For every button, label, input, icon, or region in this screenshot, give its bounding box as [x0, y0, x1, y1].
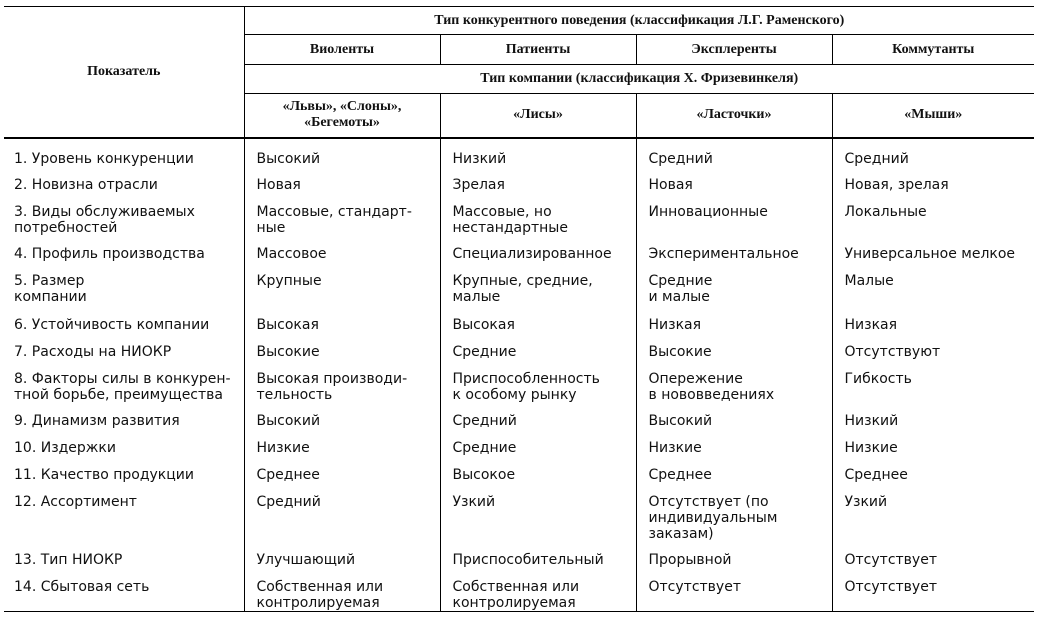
- table-row: [4, 169, 1034, 196]
- value-cell: Средний: [440, 405, 636, 432]
- type-patients: Патиенты: [440, 35, 636, 65]
- value-cell: Приспособленность к особому рынку: [440, 363, 636, 405]
- indicator-header: Показатель: [4, 7, 244, 138]
- table-row: [4, 459, 1034, 486]
- indicator-cell: 9. Динамизм развития: [4, 405, 244, 432]
- table-row: [4, 486, 1034, 544]
- value-cell: Малые: [844, 272, 894, 289]
- value-cell: Собственная или контролируемая: [440, 571, 636, 612]
- indicator-cell: 11. Качество продукции: [4, 459, 244, 486]
- table-row: [4, 309, 1034, 336]
- indicator-cell: 10. Издержки: [4, 432, 244, 459]
- value-cell: Новая, зрелая: [844, 176, 949, 193]
- value-cell: Универсальное мелкое: [844, 245, 1016, 262]
- value-cell: Прорывной: [636, 544, 832, 571]
- value-cell: Отсутствует: [636, 571, 832, 612]
- table-body: [4, 138, 1034, 612]
- value-cell: Собственная или контролируемая: [244, 571, 440, 612]
- value-cell: Средний: [636, 138, 832, 169]
- indicator-cell: 12. Ассортимент: [4, 486, 244, 544]
- value-cell: Низкая: [636, 309, 832, 336]
- value-cell: Новая: [636, 169, 832, 196]
- value-cell: Средние: [440, 336, 636, 363]
- value-cell: Высокий: [244, 405, 440, 432]
- type-swallows: «Ласточки»: [636, 94, 832, 138]
- indicator-cell: 3. Виды обслуживаемых потребностей: [4, 196, 244, 238]
- table-row: [4, 138, 1034, 169]
- value-cell: Узкий: [844, 493, 888, 510]
- type-lions: «Львы», «Слоны», «Бегемоты»: [244, 94, 440, 138]
- value-cell: Отсутствуют: [844, 343, 941, 360]
- type-explerents: Эксплеренты: [636, 35, 832, 65]
- value-cell: Новая: [244, 169, 440, 196]
- value-cell: Опережение в нововведениях: [636, 363, 832, 405]
- value-cell: Высокие: [636, 336, 832, 363]
- competition-types-table: [4, 6, 1034, 612]
- value-cell: Узкий: [440, 486, 636, 544]
- indicator-cell: 8. Факторы силы в конкурен- тной борьбе, преимущества: [4, 363, 244, 405]
- type-mice: «Мыши»: [832, 94, 1034, 138]
- indicator-cell: 7. Расходы на НИОКР: [4, 336, 244, 363]
- type-commutants: Коммутанты: [832, 35, 1034, 65]
- indicator-cell: 6. Устойчивость компании: [4, 309, 244, 336]
- frizevinkel-title: Тип компании (классификация Х. Фризевинкеля): [244, 65, 1034, 94]
- value-cell: Массовые, но нестандартные: [440, 196, 636, 238]
- value-cell: Зрелая: [440, 169, 636, 196]
- value-cell: Средние и малые: [636, 265, 832, 309]
- value-cell: Улучшающий: [244, 544, 440, 571]
- value-cell: Низкие: [244, 432, 440, 459]
- value-cell: Инновационные: [636, 196, 832, 238]
- value-cell: Высокое: [440, 459, 636, 486]
- indicator-cell: 14. Сбытовая сеть: [4, 571, 244, 612]
- value-cell: Низкие: [636, 432, 832, 459]
- value-cell: Отсутствует (по индивидуальным заказам): [636, 486, 832, 544]
- value-cell: Низкий: [440, 138, 636, 169]
- indicator-cell: 2. Новизна отрасли: [4, 169, 244, 196]
- value-cell: Высокая производи- тельность: [244, 363, 440, 405]
- value-cell: Специализированное: [440, 238, 636, 265]
- value-cell: Среднее: [636, 459, 832, 486]
- value-cell: Высокие: [244, 336, 440, 363]
- value-cell: Массовые, стандарт- ные: [244, 196, 440, 238]
- value-cell: Крупные: [244, 265, 440, 309]
- table-row: [4, 336, 1034, 363]
- value-cell: Низкие: [844, 439, 898, 456]
- table-row: [4, 432, 1034, 459]
- value-cell: Отсутствует: [844, 551, 937, 568]
- value-cell: Локальные: [844, 203, 927, 220]
- value-cell: Средний: [844, 150, 909, 167]
- value-cell: Экспериментальное: [636, 238, 832, 265]
- ramensky-title: Тип конкурентного поведения (классификация Л.Г. Раменского): [244, 7, 1034, 35]
- table-row: [4, 405, 1034, 432]
- value-cell: Низкий: [844, 412, 899, 429]
- value-cell: Крупные, средние, малые: [440, 265, 636, 309]
- type-foxes: «Лисы»: [440, 94, 636, 138]
- value-cell: Высокая: [244, 309, 440, 336]
- type-violents: Виоленты: [244, 35, 440, 65]
- table-row: [4, 238, 1034, 265]
- table-row: [4, 544, 1034, 571]
- value-cell: Средний: [244, 486, 440, 544]
- table-row: [4, 265, 1034, 309]
- indicator-cell: 13. Тип НИОКР: [4, 544, 244, 571]
- value-cell: Приспособительный: [440, 544, 636, 571]
- table-row: [4, 363, 1034, 405]
- value-cell: Высокий: [636, 405, 832, 432]
- value-cell: Отсутствует: [832, 571, 1034, 612]
- table-row: [4, 196, 1034, 238]
- value-cell: Высокая: [440, 309, 636, 336]
- indicator-cell: 1. Уровень конкуренции: [4, 138, 244, 169]
- table-row: [4, 571, 1034, 612]
- value-cell: Массовое: [244, 238, 440, 265]
- value-cell: Среднее: [244, 459, 440, 486]
- indicator-cell: 4. Профиль производства: [4, 238, 244, 265]
- value-cell: Среднее: [844, 466, 908, 483]
- value-cell: Высокий: [244, 138, 440, 169]
- value-cell: Низкая: [844, 316, 898, 333]
- value-cell: Гибкость: [844, 370, 912, 387]
- indicator-cell: 5. Размер компании: [4, 265, 244, 309]
- value-cell: Средние: [440, 432, 636, 459]
